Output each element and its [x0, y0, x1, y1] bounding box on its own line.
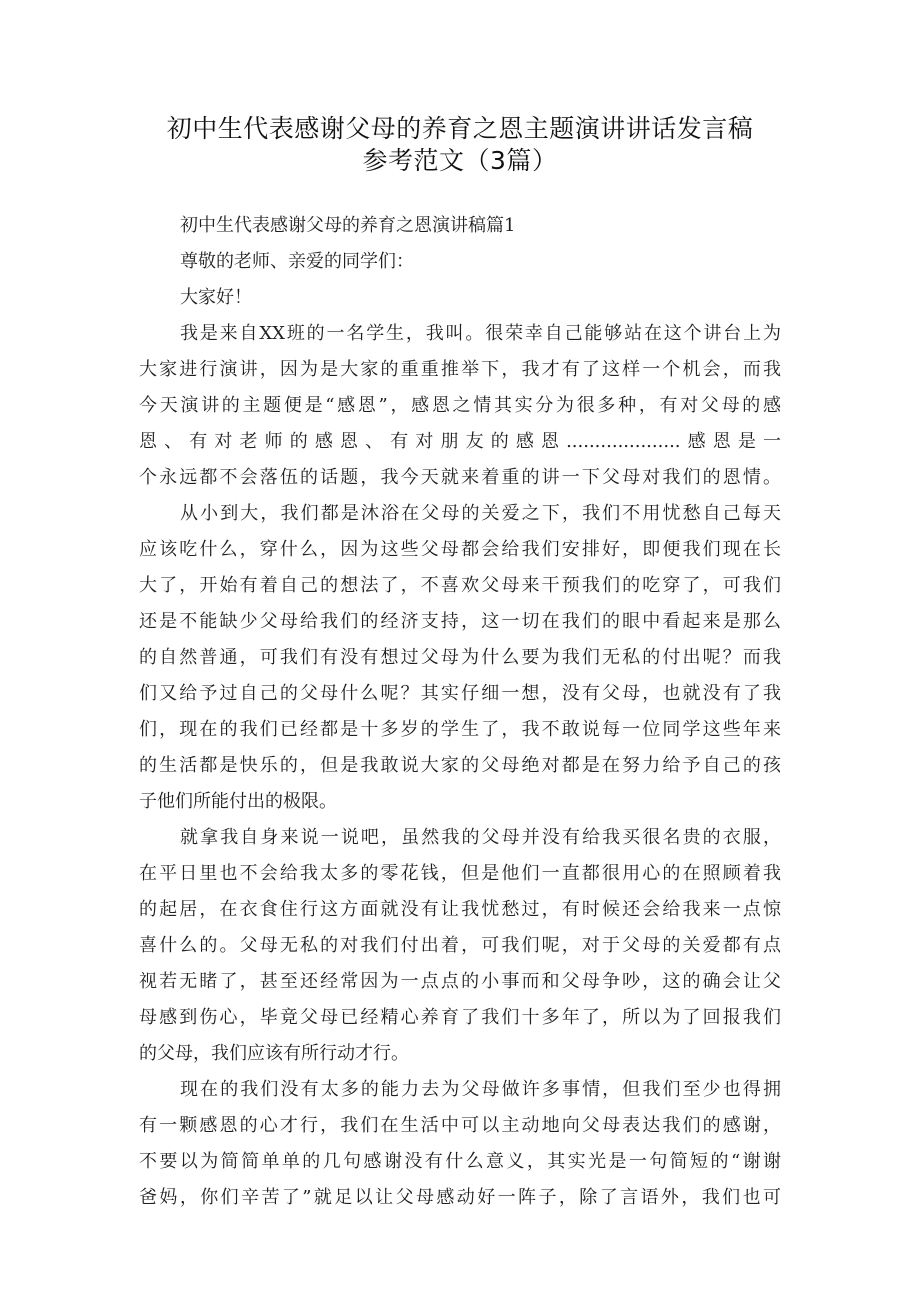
paragraph-2-line-6: 们又给予过自己的父母什么呢？其实仔细一想，没有父母，也就没有了我	[139, 683, 781, 704]
paragraph-2-line-8: 的生活都是快乐的，但是我敢说大家的父母绝对都是在努力给予自己的孩	[139, 755, 781, 776]
greeting: 大家好！	[180, 287, 252, 308]
paragraph-4-line-4: 爸妈，你们辛苦了”就足以让父母感动好一阵子，除了言语外，我们也可	[139, 1187, 781, 1208]
paragraph-3-line-1: 就拿我自身来说一说吧，虽然我的父母并没有给我买很名贵的衣服，	[180, 827, 781, 848]
section-subheading: 初中生代表感谢父母的养育之恩演讲稿篇1	[180, 215, 516, 236]
paragraph-3-line-5: 视若无睹了，甚至还经常因为一点点的小事而和父母争吵，这的确会让父	[139, 971, 781, 992]
paragraph-3-line-3: 的起居，在衣食住行这方面就没有让我忧愁过，有时候还会给我来一点惊	[139, 899, 781, 920]
paragraph-3-line-6: 母感到伤心，毕竟父母已经精心养育了我们十多年了，所以为了回报我们	[139, 1007, 781, 1028]
paragraph-1-line-2: 大家进行演讲，因为是大家的重重推举下，我才有了这样一个机会，而我	[139, 359, 781, 380]
paragraph-4-line-1: 现在的我们没有太多的能力去为父母做许多事情，但我们至少也得拥	[180, 1079, 781, 1100]
paragraph-2-line-1: 从小到大，我们都是沐浴在父母的关爱之下，我们不用忧愁自己每天	[180, 503, 781, 524]
paragraph-2-line-4: 还是不能缺少父母给我们的经济支持，这一切在我们的眼中看起来是那么	[139, 611, 781, 632]
paragraph-4-line-3: 不要以为简简单单的几句感谢没有什么意义，其实光是一句简短的“谢谢	[139, 1151, 781, 1172]
paragraph-4-line-2: 有一颗感恩的心才行，我们在生活中可以主动地向父母表达我们的感谢，	[139, 1115, 781, 1136]
paragraph-1-line-5: 个永远都不会落伍的话题，我今天就来着重的讲一下父母对我们的恩情。	[139, 467, 781, 488]
paragraph-3-line-4: 喜什么的。父母无私的对我们付出着，可我们呢，对于父母的关爱都有点	[139, 935, 781, 956]
paragraph-2-line-7: 们，现在的我们已经都是十多岁的学生了，我不敢说每一位同学这些年来	[139, 719, 781, 740]
paragraph-1-line-3: 今天演讲的主题便是“感恩”，感恩之情其实分为很多种，有对父母的感	[139, 395, 781, 416]
document-title-line-1: 初中生代表感谢父母的养育之恩主题演讲讲话发言稿	[166, 114, 754, 143]
document-title-line-2: 参考范文（3篇）	[362, 146, 558, 175]
paragraph-2-line-2: 应该吃什么，穿什么，因为这些父母都会给我们安排好，即便我们现在长	[139, 539, 781, 560]
paragraph-1-line-1: 我是来自XX班的一名学生，我叫。很荣幸自己能够站在这个讲台上为	[180, 323, 781, 344]
paragraph-3-line-2: 在平日里也不会给我太多的零花钱，但是他们一直都很用心的在照顾着我	[139, 863, 781, 884]
paragraph-2-line-5: 的自然普通，可我们有没有想过父母为什么要为我们无私的付出呢？而我	[139, 647, 781, 668]
paragraph-2-line-3: 大了，开始有着自己的想法了，不喜欢父母来干预我们的吃穿了，可我们	[139, 575, 781, 596]
paragraph-1-line-4: 恩、有对老师的感恩、有对朋友的感恩....................感恩是一	[139, 431, 781, 452]
paragraph-3-line-7: 的父母，我们应该有所行动才行。	[139, 1043, 409, 1064]
salutation: 尊敬的老师、亲爱的同学们：	[180, 251, 414, 272]
paragraph-2-line-9: 子他们所能付出的极限。	[139, 791, 337, 812]
